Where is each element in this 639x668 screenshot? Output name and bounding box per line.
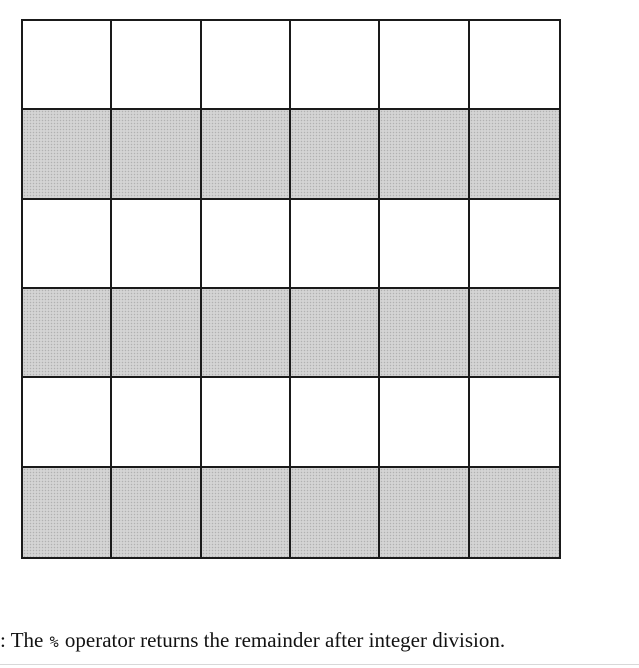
grid-cell-r6-c6 bbox=[470, 468, 559, 557]
caption-code: % bbox=[49, 633, 59, 651]
grid-cell-r4-c2 bbox=[112, 289, 201, 378]
grid-cell-r5-c4 bbox=[291, 378, 380, 467]
grid-cell-r5-c5 bbox=[380, 378, 469, 467]
grid-cell-r1-c5 bbox=[380, 21, 469, 110]
caption-suffix: operator returns the remainder after integer division. bbox=[59, 628, 506, 652]
grid-cell-r1-c3 bbox=[202, 21, 291, 110]
grid-cell-r5-c6 bbox=[470, 378, 559, 467]
caption-prefix: : The bbox=[0, 628, 49, 652]
grid-cell-r3-c6 bbox=[470, 200, 559, 289]
grid-cell-r3-c3 bbox=[202, 200, 291, 289]
grid-cell-r3-c5 bbox=[380, 200, 469, 289]
grid-cell-r6-c2 bbox=[112, 468, 201, 557]
grid-cell-r4-c4 bbox=[291, 289, 380, 378]
grid-cell-r6-c5 bbox=[380, 468, 469, 557]
grid-cell-r3-c4 bbox=[291, 200, 380, 289]
grid-cell-r5-c3 bbox=[202, 378, 291, 467]
grid-cell-r2-c4 bbox=[291, 110, 380, 199]
grid-cell-r5-c1 bbox=[23, 378, 112, 467]
grid-cell-r2-c5 bbox=[380, 110, 469, 199]
grid-cell-r3-c1 bbox=[23, 200, 112, 289]
grid-cell-r2-c1 bbox=[23, 110, 112, 199]
grid-cell-r4-c5 bbox=[380, 289, 469, 378]
grid-cell-r4-c1 bbox=[23, 289, 112, 378]
grid-cell-r6-c1 bbox=[23, 468, 112, 557]
grid-cell-r4-c6 bbox=[470, 289, 559, 378]
grid-cell-r1-c1 bbox=[23, 21, 112, 110]
grid-cell-r4-c3 bbox=[202, 289, 291, 378]
grid-cell-r1-c2 bbox=[112, 21, 201, 110]
grid-cell-r5-c2 bbox=[112, 378, 201, 467]
striped-grid-figure bbox=[21, 19, 561, 559]
grid-cell-r2-c6 bbox=[470, 110, 559, 199]
grid-cell-r3-c2 bbox=[112, 200, 201, 289]
bottom-divider bbox=[0, 664, 639, 665]
grid-cell-r6-c3 bbox=[202, 468, 291, 557]
figure-caption bbox=[0, 626, 505, 656]
grid-cell-r2-c3 bbox=[202, 110, 291, 199]
grid-cell-r1-c4 bbox=[291, 21, 380, 110]
grid-cell-r6-c4 bbox=[291, 468, 380, 557]
grid-cell-r1-c6 bbox=[470, 21, 559, 110]
grid-cell-r2-c2 bbox=[112, 110, 201, 199]
